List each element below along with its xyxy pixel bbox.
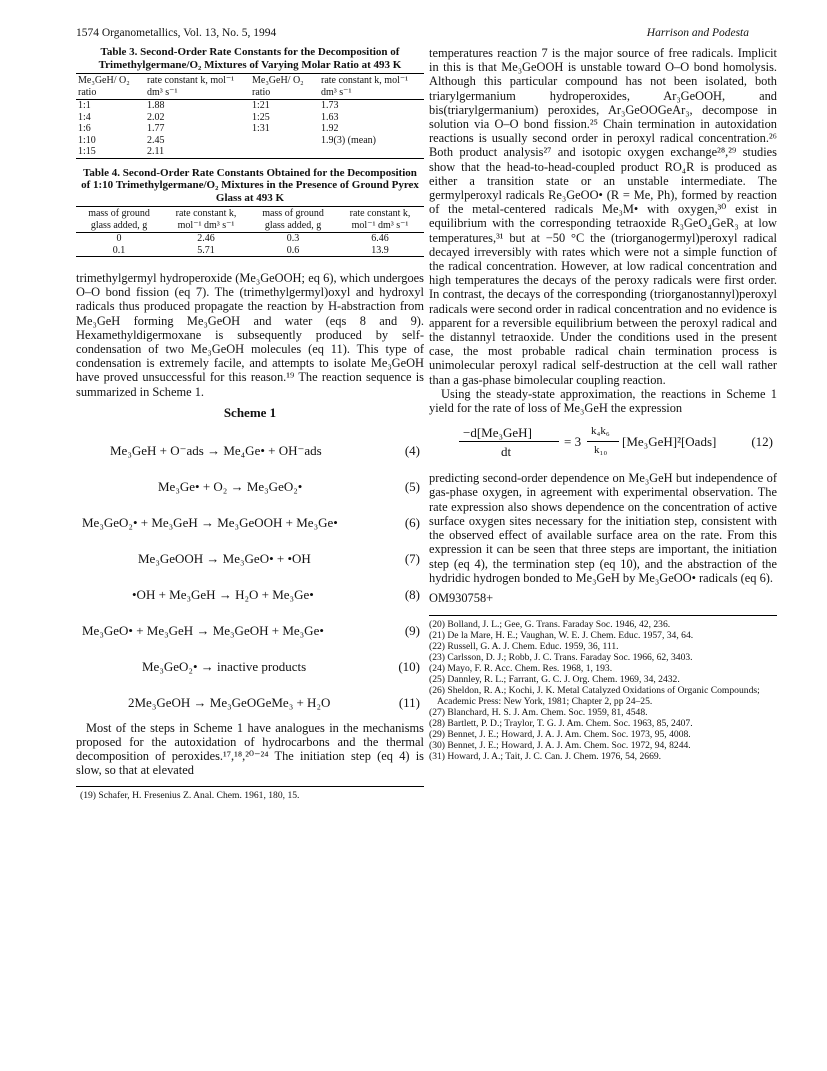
reference-item: (23) Carlsson, D. J.; Robb, J. C. Trans. Faraday Soc. 1966, 62, 3403. bbox=[429, 652, 693, 664]
table-cell: 1:31 bbox=[251, 123, 270, 134]
page-header-right: Harrison and Podesta bbox=[646, 27, 749, 39]
table-cell: 1:25 bbox=[251, 111, 270, 123]
rate-tail: [Me₃GeH]²[Oads] bbox=[622, 434, 717, 450]
reference-item: (31) Howard, J. A.; Tait, J. C. Can. J. Chem. 1976, 54, 2669. bbox=[429, 751, 662, 763]
equation-number: (11) bbox=[398, 694, 420, 710]
table4-header: rate constant k, mol⁻¹ dm³ s⁻¹ bbox=[162, 207, 250, 233]
table-row bbox=[76, 135, 424, 147]
equation-number: (12) bbox=[751, 434, 773, 450]
equation-number: (9) bbox=[404, 622, 420, 638]
equation-9 bbox=[76, 607, 424, 643]
reference-item: (22) Russell, G. A. J. Chem. Educ. 1959, 36, 111. bbox=[429, 641, 619, 653]
table-cell: 1:1 bbox=[78, 100, 91, 111]
reference-item: (27) Blanchard, H. S. J. Am. Chem. Soc. 1959, 81, 4548. bbox=[429, 707, 648, 719]
table3-header: rate constant k, mol⁻¹ dm³ s⁻¹ bbox=[319, 74, 424, 100]
equation-number: (4) bbox=[404, 442, 420, 458]
equation-number: (6) bbox=[404, 514, 420, 530]
equation-body: Me₃Ge• + O₂ → Me₃GeO₂• bbox=[158, 478, 303, 494]
scheme-equations bbox=[76, 427, 424, 715]
table4 bbox=[76, 206, 424, 257]
table3-header: Me₃GeH/ O₂ ratio bbox=[76, 74, 145, 100]
reference-item: (29) Bennet, J. E.; Howard, J. A. J. Am. Chem. Soc. 1973, 95, 4008. bbox=[429, 729, 691, 741]
table-cell: 1.73 bbox=[321, 100, 339, 111]
table-row bbox=[76, 233, 424, 245]
table-cell: 1:6 bbox=[78, 123, 91, 134]
equation-11 bbox=[76, 679, 424, 715]
body-paragraph: predicting second-order dependence on Me₃GeH but independence of gas-phase oxygen, in agreement with experimental observation. The rate expression also shows dependence on the concentration of active surface oxygen sites necessary for the initiation step, consistent with the observed effect of available surface area on the rate. From this expression it can be seen that three steps are important, the initiation step (eq 4), the termination step (eq 10), and the abstraction of the hydridic hydrogen bonded to Me₃GeH by Me₃GeOO• radicals (eq 6). bbox=[429, 471, 777, 585]
table-cell: 2.11 bbox=[145, 146, 250, 158]
body-paragraph: trimethylgermyl hydroperoxide (Me₃GeOOH; eq 6), which undergoes O–O bond fission (eq 7). The (trimethylgermyl)oxyl and hydroxyl radicals thus produced propagate the reaction by H-abstraction from Me₃GeH forming Me₃GeOH and water (eqs 8 and 9). Hexamethyldigermoxane is subsequently produced by self-condensation of two Me₃GeOH molecules (eq 11). This type of condensation is extremely facile, and attempts to isolate Me₃GeOH have proved unsuccessful for this reason.¹⁹ The reaction sequence is summarized in Scheme 1. bbox=[76, 271, 424, 399]
reference-item: (20) Bolland, J. L.; Gee, G. Trans. Faraday Soc. 1946, 42, 236. bbox=[429, 619, 671, 631]
body-paragraph: Using the steady-state approximation, the reactions in Scheme 1 yield for the rate of loss of Me₃GeH the expression bbox=[429, 386, 777, 416]
table-row bbox=[76, 146, 424, 158]
table-cell bbox=[250, 146, 319, 158]
table4-header: rate constant k, mol⁻¹ dm³ s⁻¹ bbox=[336, 207, 424, 233]
table-cell: 0 bbox=[116, 233, 122, 244]
table-cell: 2.02 bbox=[147, 111, 165, 123]
equation-4 bbox=[76, 427, 424, 463]
reference-item: (25) Dannley, R. L.; Farrant, G. C. J. Org. Chem. 1969, 34, 2432. bbox=[429, 674, 680, 686]
equation-body: Me₃GeO• + Me₃GeH → Me₃GeOH + Me₃Ge• bbox=[82, 622, 324, 638]
table3 bbox=[76, 73, 424, 159]
table-row bbox=[76, 123, 424, 135]
table-cell: 0.3 bbox=[286, 233, 300, 244]
table-cell: 1.77 bbox=[147, 123, 165, 134]
equation-body: •OH + Me₃GeH → H₂O + Me₃Ge• bbox=[132, 586, 314, 602]
equation-7 bbox=[76, 535, 424, 571]
table-cell: 1.88 bbox=[147, 100, 165, 111]
rate-numerator: −d[Me₃GeH] bbox=[463, 425, 532, 441]
table-cell: 1.9(3) (mean) bbox=[321, 134, 376, 146]
rate-denominator: dt bbox=[501, 444, 512, 460]
left-column bbox=[76, 46, 424, 801]
table-cell: 1:4 bbox=[78, 111, 91, 123]
equation-number: (7) bbox=[404, 550, 420, 566]
footnote: (19) Schafer, H. Fresenius Z. Anal. Chem. 1961, 180, 15. bbox=[80, 789, 300, 801]
rate-equation-12 bbox=[429, 419, 777, 465]
reference-item: (26) Sheldon, R. A.; Kochi, J. K. Metal Catalyzed Oxidations of Organic Compounds; Academic Press: New York, 1981; Chapter 2, pp 24–25. bbox=[429, 685, 760, 708]
manuscript-id: OM930758+ bbox=[429, 590, 494, 605]
table-cell: 1:21 bbox=[251, 100, 270, 111]
table4-caption: Table 4. Second-Order Rate Constants Obtained for the Decomposition of 1:10 Trimethylgermane/O₂ Mixtures in the Presence of Ground Pyrex Glass at 493 K bbox=[81, 166, 419, 204]
equation-body: Me₃GeO₂• → inactive products bbox=[142, 658, 307, 674]
equation-number: (10) bbox=[398, 658, 420, 674]
table-cell: 5.71 bbox=[162, 245, 250, 257]
scheme-title: Scheme 1 bbox=[223, 404, 277, 420]
table-cell: 0.1 bbox=[76, 245, 162, 257]
table4-header: mass of ground glass added, g bbox=[76, 207, 162, 233]
table-row bbox=[76, 112, 424, 124]
equation-10 bbox=[76, 643, 424, 679]
table-row bbox=[76, 100, 424, 112]
table-row bbox=[76, 245, 424, 257]
table-cell: 1:15 bbox=[76, 146, 145, 158]
equation-body: Me₃GeO₂• + Me₃GeH → Me₃GeOOH + Me₃Ge• bbox=[82, 514, 338, 530]
reference-item: (21) De la Mare, H. E.; Vaughan, W. E. J. Chem. Educ. 1957, 34, 64. bbox=[429, 630, 694, 642]
rate-middle: = 3 bbox=[564, 434, 582, 450]
rate-frac-bottom: k₁₀ bbox=[594, 444, 608, 457]
equation-5 bbox=[76, 463, 424, 499]
equation-body: 2Me₃GeOH → Me₃GeOGeMe₃ + H₂O bbox=[128, 694, 331, 710]
table4-header: mass of ground glass added, g bbox=[250, 207, 336, 233]
body-paragraph: temperatures reaction 7 is the major source of free radicals. Implicit in this is that Me₃GeOOH is unstable toward O–O bond homolysis. Although this particular compound has not been isolated, both triarylgermanium hydroperoxides, Ar₃GeOOH, and bis(triarylgermanium) peroxides, Ar₃GeOOGeAr₃, decompose in solution via O–O bond fission.²⁵ Chain termination in autoxidation reactions is usually second order in peroxyl radical concentration.²⁶ Both product analysis²⁷ and isotopic oxygen exchange²⁸,²⁹ studies show that the head-to-head-coupled product RO₄R is produced as either a transition state or an unstable intermediate. The germylperoxyl radicals Re₃GeOO• (R = Me, Ph), formed by reaction of the metal-centered radicals Me₃M• with oxygen,³⁰ exist in equilibrium with the corresponding tetraoxide R₃GeO₄GeR₃ at low temperatures,³¹ but at −50 °C the (triorganogermyl)peroxyl radical decayed irreversibly with rates which were not a simple function of the radical concentration. However, at low radical concentration and high temperatures the decays of the peroxy radicals were first order. In contrast, the decays of the corresponding (triorganostannyl)peroxyl radicals were second order in radical concentration and no evidence is apparent for a reversible equilibrium between the peroxyl radical and the distannyl tetraoxide. Under the conditions used in the present case, the most probable radical chain termination process is unimolecular peroxyl radical self-destruction at the cell wall rather than a gas-phase bimolecular coupling reaction. bbox=[429, 46, 777, 387]
equation-6 bbox=[76, 499, 424, 535]
equation-body: Me₃GeH + O⁻ads → Me₄Ge• + OH⁻ads bbox=[110, 442, 322, 458]
table-cell bbox=[250, 135, 319, 147]
body-paragraph: Most of the steps in Scheme 1 have analogues in the mechanisms proposed for the autoxidation of hydrocarbons and the thermal decomposition of peroxides.¹⁷,¹⁸,²⁰⁻²⁴ The initiation step (eq 4) is slow, so that at elevated bbox=[76, 720, 424, 778]
table-cell: 2.45 bbox=[147, 134, 165, 146]
reference-item: (24) Mayo, F. R. Acc. Chem. Res. 1968, 1, 193. bbox=[429, 663, 613, 675]
table-cell: 13.9 bbox=[336, 245, 424, 257]
table3-header: Me₃GeH/ O₂ ratio bbox=[250, 74, 319, 100]
table-cell: 6.46 bbox=[371, 233, 389, 244]
table3-header: rate constant k, mol⁻¹ dm³ s⁻¹ bbox=[145, 74, 250, 100]
equation-body: Me₃GeOOH → Me₃GeO• + •OH bbox=[138, 550, 311, 566]
table-cell: 0.6 bbox=[250, 245, 336, 257]
equation-8 bbox=[76, 571, 424, 607]
right-column bbox=[429, 46, 777, 762]
references-list bbox=[429, 619, 777, 762]
reference-item: (28) Bartlett, P. D.; Traylor, T. G. J. Am. Chem. Soc. 1963, 85, 2407. bbox=[429, 718, 693, 730]
rate-frac-top: k₄k₆ bbox=[591, 425, 610, 438]
reference-item: (30) Bennet, J. E.; Howard, J. A. J. Am. Chem. Soc. 1972, 94, 8244. bbox=[429, 740, 691, 752]
table-cell: 1.92 bbox=[321, 123, 339, 134]
equation-number: (5) bbox=[404, 478, 420, 494]
table-cell: 1:10 bbox=[78, 134, 96, 146]
page-header-left: 1574 Organometallics, Vol. 13, No. 5, 1994 bbox=[76, 27, 277, 39]
equation-number: (8) bbox=[404, 586, 420, 602]
table-cell: 2.46 bbox=[197, 233, 215, 244]
table-cell bbox=[319, 146, 424, 158]
table3-caption: Table 3. Second-Order Rate Constants for the Decomposition of Trimethylgermane/O₂ Mixtures of Varying Molar Ratio at 493 K bbox=[98, 46, 402, 71]
table-cell: 1.63 bbox=[321, 111, 339, 123]
